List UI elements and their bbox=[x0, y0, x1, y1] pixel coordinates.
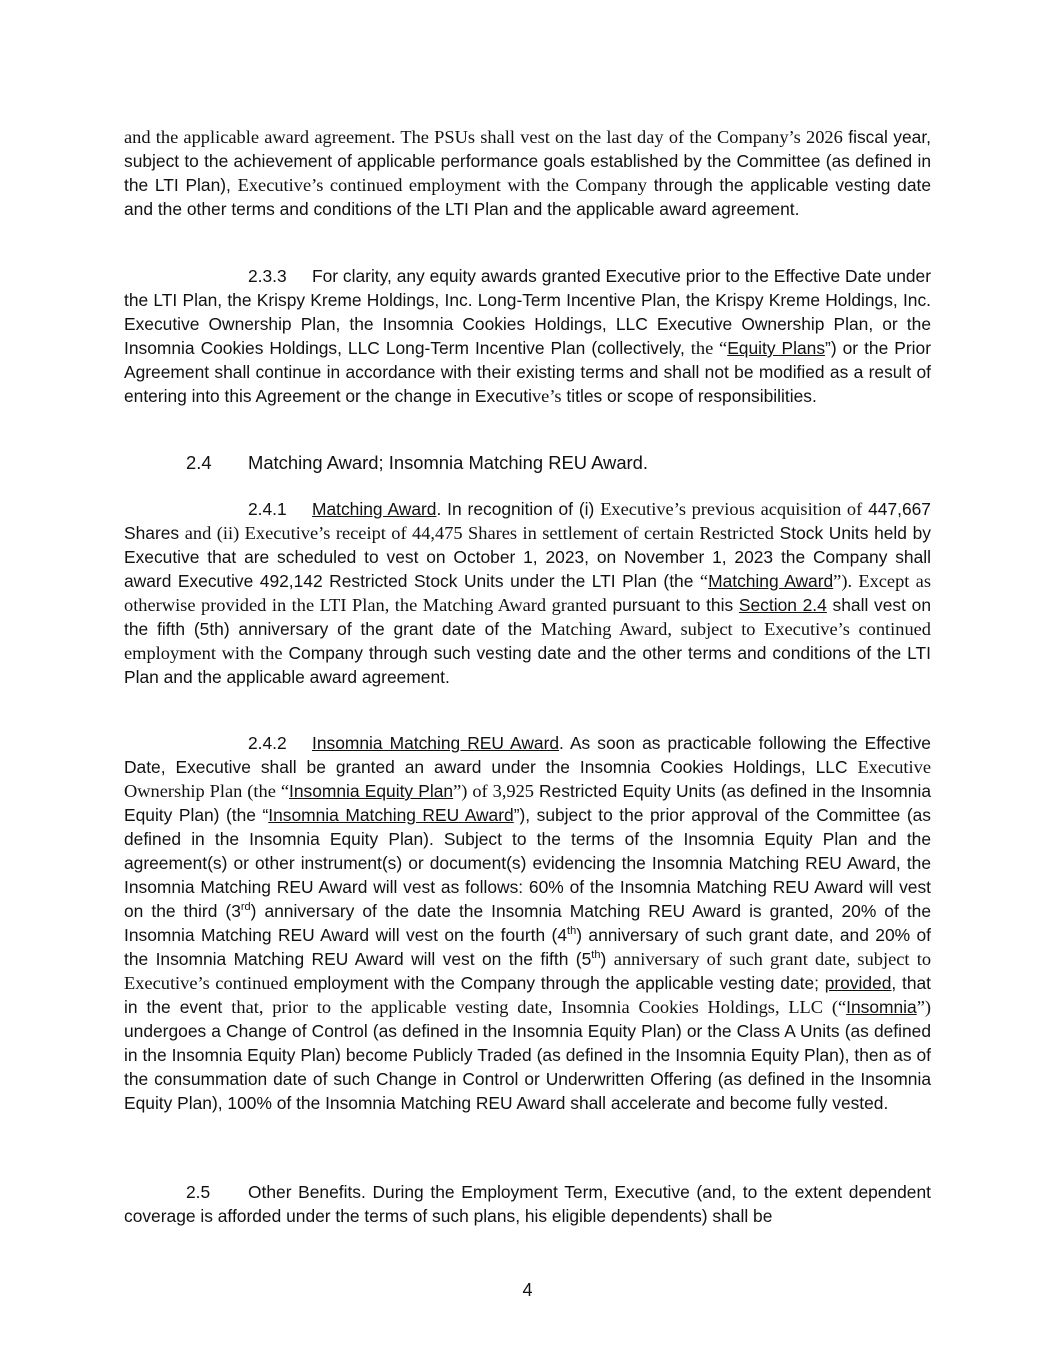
text-segment: Company through such vesting date and the other terms and conditions of the LTI Plan and the applicable award agreement. bbox=[124, 643, 931, 687]
defined-term-insomnia-matching-reu-award: Insomnia Matching REU Award bbox=[268, 805, 514, 825]
text-segment: fiscal year, subject to the achievement of applicable performance goals established by the Committee (as defined in the LTI Plan), bbox=[124, 127, 932, 195]
text-segment: ”) or the Prior Agreement shall continue in accordance with their existing terms and shall not be modified as a result of entering into this Agreement or the change in Executi bbox=[124, 338, 931, 406]
text-segment: Executive Ownership Plan (the “ bbox=[124, 757, 931, 801]
text-segment: Stock Units held by Executive that are scheduled to vest on October 1, 2023, on November 1, 2023 the Company shall award Executive 492,142 Restricted Stock Units under the LTI Plan (the bbox=[124, 523, 931, 591]
section-reference: Section 2.4 bbox=[738, 595, 827, 615]
text-segment: 447,667 Shares bbox=[124, 499, 931, 543]
text-segment: ”). Except as otherwise provided in the LTI Plan, the Matching Award granted bbox=[124, 571, 931, 615]
section-number: 2.3.3 bbox=[248, 266, 287, 286]
text-segment: Executive’s continued employment with the Company bbox=[237, 175, 647, 195]
defined-term-insomnia-equity-plan: Insomnia Equity Plan bbox=[289, 781, 454, 801]
provided-term: provided bbox=[824, 973, 892, 993]
section-2-4-heading bbox=[186, 451, 648, 475]
text-segment: . During the Employment Term, Executive (and, to the extent dependent coverage is afforded under the terms of such plans, his eligible dependents) shall be bbox=[124, 1182, 931, 1226]
section-2-4-1 bbox=[124, 497, 931, 689]
text-segment: ) bbox=[600, 949, 614, 969]
section-number: 2.5 bbox=[186, 1182, 211, 1202]
text-segment: ”), subject to the prior approval of the Committee (as defined in the Insomnia Equity Plan). Subject to the terms of the Insomnia Equity Plan and the agreement(s) or other instrument(s) or document(s) evidencing the Insomnia Matching REU Award, the Insomnia Matching REU Award will vest as follows: 60% of the Insomnia Matching REU Award will vest on the third (3 bbox=[124, 805, 931, 921]
text-segment: ) anniversary of such grant date, and 20% of the Insomnia Matching REU Award will vest on the fifth (5 bbox=[124, 925, 932, 969]
superscript: th bbox=[567, 925, 577, 938]
section-title: Insomnia Matching REU Award bbox=[312, 733, 560, 753]
text-segment: Executive’s previous acquisition of bbox=[600, 499, 863, 519]
text-segment: ) anniversary of the date the Insomnia Matching REU Award is granted, 20% of the Insomnia Matching REU Award will vest on the fourth (4 bbox=[124, 901, 931, 945]
defined-term-matching-award: Matching Award bbox=[708, 571, 834, 591]
section-2-3-3 bbox=[124, 264, 931, 408]
text-segment: . In recognition of (i) bbox=[436, 499, 601, 519]
text-segment: . As soon as practicable following the Effective Date, Executive shall be granted an award under the Insomnia Cookies Holdings, LLC bbox=[124, 733, 931, 777]
text-segment: that, prior to the applicable vesting date, Insomnia Cookies Holdings, LLC (“ bbox=[231, 997, 847, 1017]
text-segment: anniversary of such grant date, subject to Executive’s continued bbox=[124, 949, 932, 993]
section-title: Matching Award bbox=[312, 499, 437, 519]
section-title: Matching Award; Insomnia Matching REU Award. bbox=[248, 452, 649, 473]
text-segment: For clarity, any equity awards granted Executive prior to the Effective Date under the LTI Plan, the Krispy Kreme Holdings, Inc. Long-Term Incentive Plan, the Krispy Kreme Holdings, Inc. Executive Ownership Plan, the Insomnia Cookies Holdings, LLC Executive Ownership Plan, or the Insomnia Cookies Holdings, LLC Long-Term Incentive Plan (collectively, bbox=[124, 266, 931, 358]
text-segment: , that in the event bbox=[124, 973, 931, 1017]
text-segment: undergoes a Change of Control (as defined in the Insomnia Equity Plan) or the Class A Units (as defined in the Insomnia Equity Plan) become Publicly Traded (as defined in the Insomnia Equity Plan), then as of the consummation date of such Change in Control or Underwritten Offering (as defined in the Insomnia Equity Plan), 100% of the Insomnia Matching REU Award shall accelerate and become fully vested. bbox=[124, 1021, 931, 1113]
text-segment: the “ bbox=[690, 338, 728, 358]
text-segment: ”) bbox=[916, 997, 931, 1017]
text-segment: “ bbox=[699, 571, 709, 591]
section-2-4-2 bbox=[124, 731, 931, 1115]
text-segment: Matching Award, subject to Executive’s continued employment with the bbox=[124, 619, 931, 663]
section-2-5 bbox=[124, 1180, 931, 1228]
page-number: 4 bbox=[522, 1280, 533, 1300]
text-segment: Restricted Equity Units (as defined in the Insomnia Equity Plan) (the “ bbox=[124, 781, 932, 825]
text-segment: ”) of 3,925 bbox=[453, 781, 539, 801]
section-number: 2.4.2 bbox=[248, 733, 287, 753]
text-segment: ve’s bbox=[531, 386, 562, 406]
section-title: Other Benefits bbox=[248, 1182, 361, 1202]
text-segment: employment with the Company through the applicable vesting date; bbox=[287, 973, 825, 993]
section-number: 2.4 bbox=[186, 452, 212, 473]
paragraph-psu-vesting bbox=[124, 125, 931, 221]
text-segment: through the applicable vesting date and the other terms and conditions of the LTI Plan and the applicable award agreement. bbox=[124, 175, 931, 219]
defined-term-equity-plans: Equity Plans bbox=[727, 338, 826, 358]
text-segment: shall vest on the fifth (5th) anniversary of the grant date of the bbox=[124, 595, 932, 639]
text-segment: titles or scope of responsibilities. bbox=[561, 386, 817, 406]
superscript: rd bbox=[240, 901, 251, 914]
superscript: th bbox=[591, 949, 601, 962]
text-segment: and the applicable award agreement. The PSUs shall vest on the last day of the Company’s 2026 bbox=[124, 127, 843, 147]
text-segment: pursuant to this bbox=[606, 595, 739, 615]
section-number: 2.4.1 bbox=[248, 499, 287, 519]
defined-term-insomnia: Insomnia bbox=[846, 997, 917, 1017]
text-segment: and (ii) Executive’s receipt of 44,475 Shares in settlement of certain Restricted bbox=[184, 523, 774, 543]
